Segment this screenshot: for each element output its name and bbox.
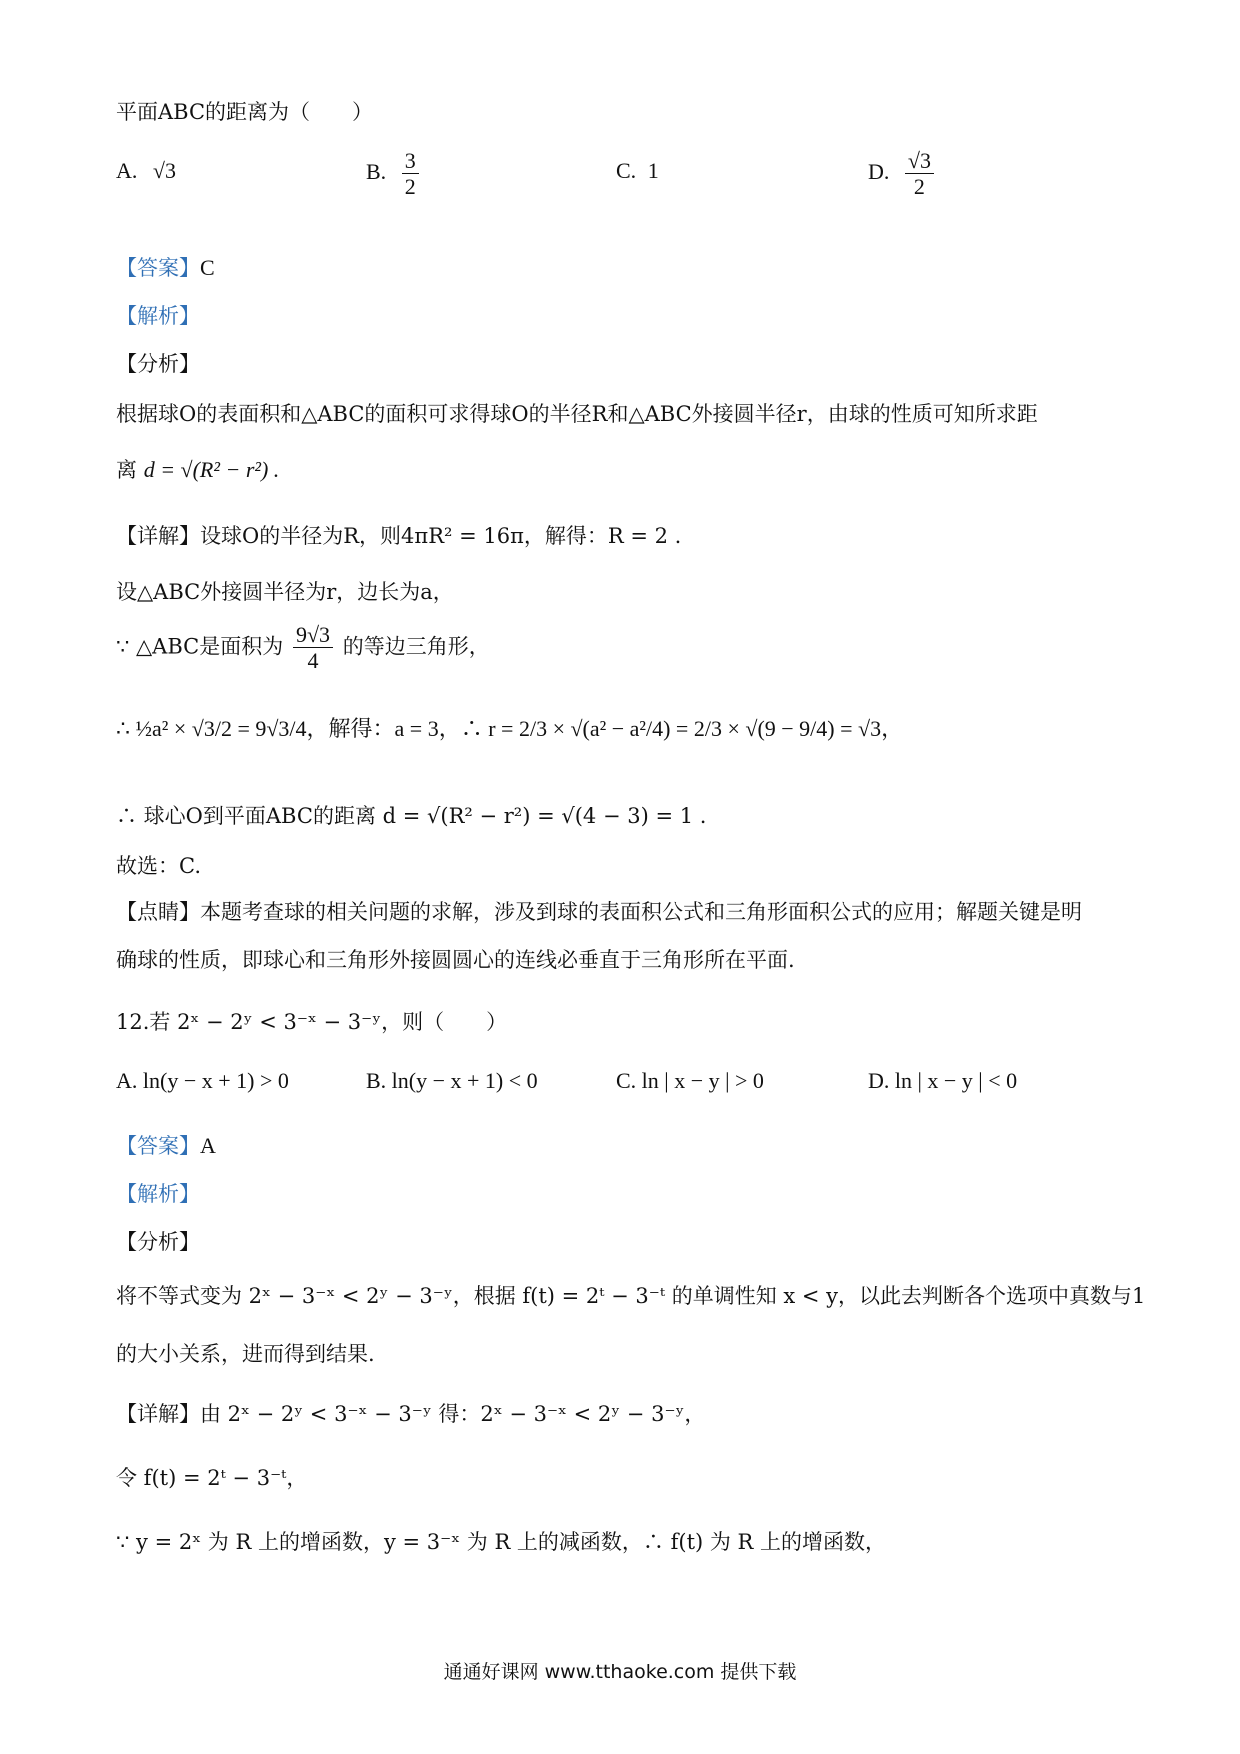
- area-text-pre: ∵ △ABC是面积为: [116, 634, 284, 659]
- q11-option-c: [616, 158, 659, 184]
- q12-option-d: D. ln | x − y | < 0: [868, 1068, 1018, 1093]
- q11-option-a: [116, 158, 176, 184]
- q12-fenxi-line1: 将不等式变为 2ˣ − 3⁻ˣ < 2ʸ − 3⁻ʸ，根据 f(t) = 2ᵗ − 3⁻ᵗ 的单调性知 x < y，以此去判断各个选项中真数与1: [116, 1284, 1146, 1308]
- q12-jiexi-tag: 【解析】: [116, 1182, 200, 1206]
- q11-distance-line: ∴ 球心O到平面ABC的距离 d = √(R² − r²) = √(4 − 3) = 1 .: [116, 804, 707, 828]
- q11-option-d: [868, 148, 937, 200]
- q12-option-a: A. ln(y − x + 1) > 0: [116, 1068, 289, 1093]
- q11-fenxi-line1: 根据球O的表面积和△ABC的面积可求得球O的半径R和△ABC外接圆半径r，由球的性质可知所求距: [116, 402, 1038, 426]
- option-fraction: [402, 148, 419, 200]
- q11-stem-tail: 平面ABC的距离为（ ）: [116, 100, 374, 124]
- answer-tag: 【答案】: [116, 1134, 200, 1158]
- q12-option-c: C. ln | x − y | > 0: [616, 1068, 764, 1093]
- q11-fenxi-line2: [116, 454, 279, 484]
- q11-area-line: [116, 622, 490, 674]
- distance-formula: d = √(R² − r²) .: [143, 457, 280, 482]
- q12-stem: 12.若 2ˣ − 2ʸ < 3⁻ˣ − 3⁻ʸ，则（ ）: [116, 1010, 508, 1034]
- answer-value: C: [200, 255, 215, 280]
- dianjing-text: 本题考查球的相关问题的求解，涉及到球的表面积公式和三角形面积公式的应用；解题关键是明: [200, 900, 1082, 924]
- q11-option-b: [366, 148, 422, 200]
- dianjing-tag: 【点睛】: [116, 900, 200, 924]
- fenxi-text: 离: [116, 458, 137, 482]
- q12-fenxi-line2: 的大小关系，进而得到结果.: [116, 1342, 375, 1366]
- q11-dianjing-line2: 确球的性质，即球心和三角形外接圆圆心的连线必垂直于三角形所在平面.: [116, 948, 795, 972]
- fraction-denominator: 4: [307, 648, 319, 674]
- q11-fenxi-tag: 【分析】: [116, 352, 200, 376]
- answer-tag: 【答案】: [116, 256, 200, 280]
- xiangjie-tag: 【详解】: [116, 524, 200, 548]
- fraction-numerator: 3: [402, 148, 419, 174]
- q12-option-b: B. ln(y − x + 1) < 0: [366, 1068, 538, 1093]
- q12-monotone-line: ∵ y = 2ˣ 为 R 上的增函数，y = 3⁻ˣ 为 R 上的减函数，∴ f(t) 为 R 上的增函数，: [116, 1530, 887, 1554]
- option-fraction: [905, 148, 934, 200]
- xiangjie-text: 由 2ˣ − 2ʸ < 3⁻ˣ − 3⁻ʸ 得：2ˣ − 3⁻ˣ < 2ʸ − 3⁻ʸ，: [200, 1402, 706, 1426]
- area-fraction: [293, 622, 333, 674]
- fraction-denominator: 2: [404, 174, 416, 200]
- fraction-numerator: 9√3: [293, 622, 333, 648]
- q11-calc-line: ∴ ½a² × √3/2 = 9√3/4，解得：a = 3，∴ r = 2/3 × √(a² − a²/4) = 2/3 × √(9 − 9/4) = √3，: [116, 716, 904, 741]
- option-label: B.: [366, 158, 387, 184]
- option-label: C.: [616, 158, 637, 183]
- q11-dianjing-line1: [116, 896, 1082, 926]
- q12-fenxi-tag: 【分析】: [116, 1230, 200, 1254]
- q11-answer-line: [116, 252, 215, 282]
- q12-xiangjie-line1: [116, 1398, 705, 1428]
- xiangjie-text: 设球O的半径为R，则4πR² = 16π，解得：R = 2 .: [200, 524, 682, 548]
- q11-choose-line: 故选：C.: [116, 854, 201, 878]
- option-label: A.: [116, 158, 138, 183]
- option-value: √3: [152, 158, 176, 183]
- fraction-denominator: 2: [913, 174, 925, 200]
- q12-answer-line: [116, 1130, 216, 1160]
- option-label: D.: [868, 158, 890, 184]
- page-footer: 通通好课网 www.tthaoke.com 提供下载: [443, 1661, 797, 1683]
- q11-circumradius-line: 设△ABC外接圆半径为r，边长为a，: [116, 580, 454, 604]
- option-value: 1: [647, 158, 659, 183]
- q11-xiangjie-line1: [116, 520, 681, 550]
- xiangjie-tag: 【详解】: [116, 1402, 200, 1426]
- area-text-post: 的等边三角形，: [342, 634, 490, 659]
- q11-jiexi-tag: 【解析】: [116, 304, 200, 328]
- answer-value: A: [200, 1133, 216, 1158]
- fraction-numerator: √3: [905, 148, 934, 174]
- q12-ling-line: 令 f(t) = 2ᵗ − 3⁻ᵗ，: [116, 1466, 308, 1490]
